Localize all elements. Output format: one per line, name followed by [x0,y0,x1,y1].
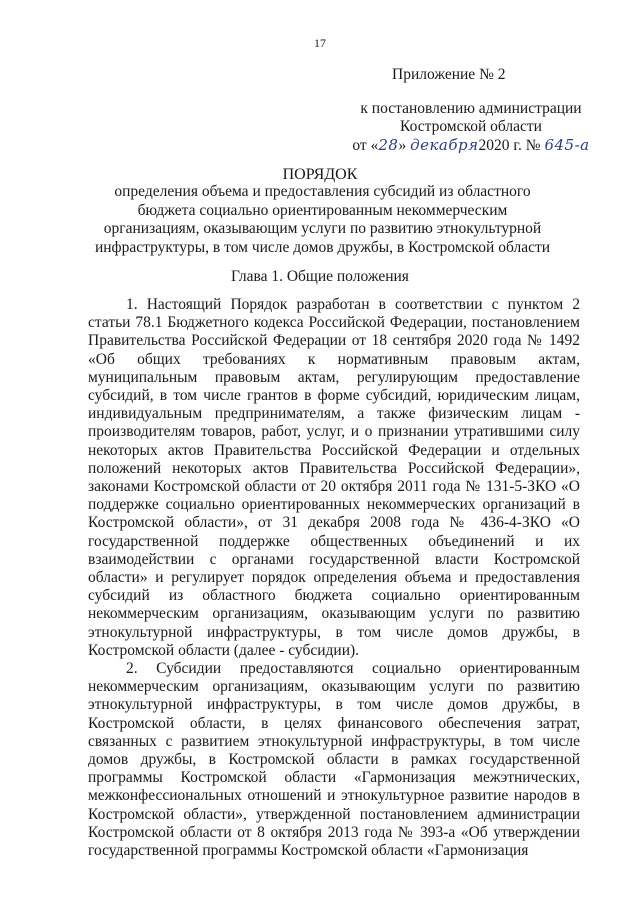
handwritten-day: 28 [378,136,399,154]
paragraph-2: 2. Субсидии предоставляются социально ориентированным некоммерческим организациям, оказывающим услуги по развитию этнокультурной инфраструктуры, в том числе домов дружбы, в Костромской области, в целях финансового обеспечения затрат, связанных с развитием этнокультурной инфраструктуры, в том числе домов дружбы, в Костромской области в рамках государственной программы Костромской области «Гармонизация межэтнических, межконфессиональных отношений и этнокультурное развитие народов в Костромской области», утвержденной постановлением администрации Костромской области от 8 октября 2013 года № 393-а «Об утверждении государственной программы Костромской области «Гармонизация [88,660,580,860]
date-mid: » [398,137,411,154]
document-title: ПОРЯДОК [282,166,358,183]
date-prefix: от « [352,137,379,154]
handwritten-month: декабря [410,136,479,154]
document-body [88,296,580,860]
appendix-title: Приложение № 2 [392,66,506,83]
chapter-heading: Глава 1. Общие положения [231,268,409,285]
decree-line-1: к постановлению администрации [360,100,582,117]
paragraph-1: 1. Настоящий Порядок разработан в соответствии с пунктом 2 статьи 78.1 Бюджетного кодекса Российской Федерации, постановлением Правительства Российской Федерации от 18 сентября 2020 года № 1492 «Об общих требованиях к нормативным правовым актам, муниципальным правовым актам, регулирующим предоставление субсидий, в том числе грантов в форме субсидий, юридическим лицам, индивидуальным предпринимателям, а также физическим лицам - производителям товаров, работ, услуг, и о признании утратившими силу некоторых актов Правительства Российской Федерации и отдельных положений некоторых актов Правительства Российской Федерации», законами Костромской области от 20 октября 2011 года № 131-5-ЗКО «О поддержке социально ориентированных некоммерческих организаций в Костромской области», от 31 декабря 2008 года № 436-4-ЗКО «О государственной поддержке общественных объединений и их взаимодействии с органами государственной власти Костромской области» и регулирует порядок определения объема и предоставления субсидий из областного бюджета социально ориентированным некоммерческим организациям, оказывающим услуги по развитию этнокультурной инфраструктуры, в том числе домов дружбы, в Костромской области (далее - субсидии). [88,296,580,659]
handwritten-number: 645-а [544,136,590,154]
decree-line-2: Костромской области [400,118,542,135]
page-number: 17 [314,36,326,50]
decree-date-line [336,136,606,155]
decree-reference [336,100,606,155]
date-year: 2020 г. № [478,137,545,154]
document-subtitle: определения объема и предоставления субсидий из областного бюджета социально ориентированным некоммерческим организациям, оказывающим услуги по развитию этнокультурной инфраструктуры, в том числе домов дружбы, в Костромской области [94,183,551,256]
